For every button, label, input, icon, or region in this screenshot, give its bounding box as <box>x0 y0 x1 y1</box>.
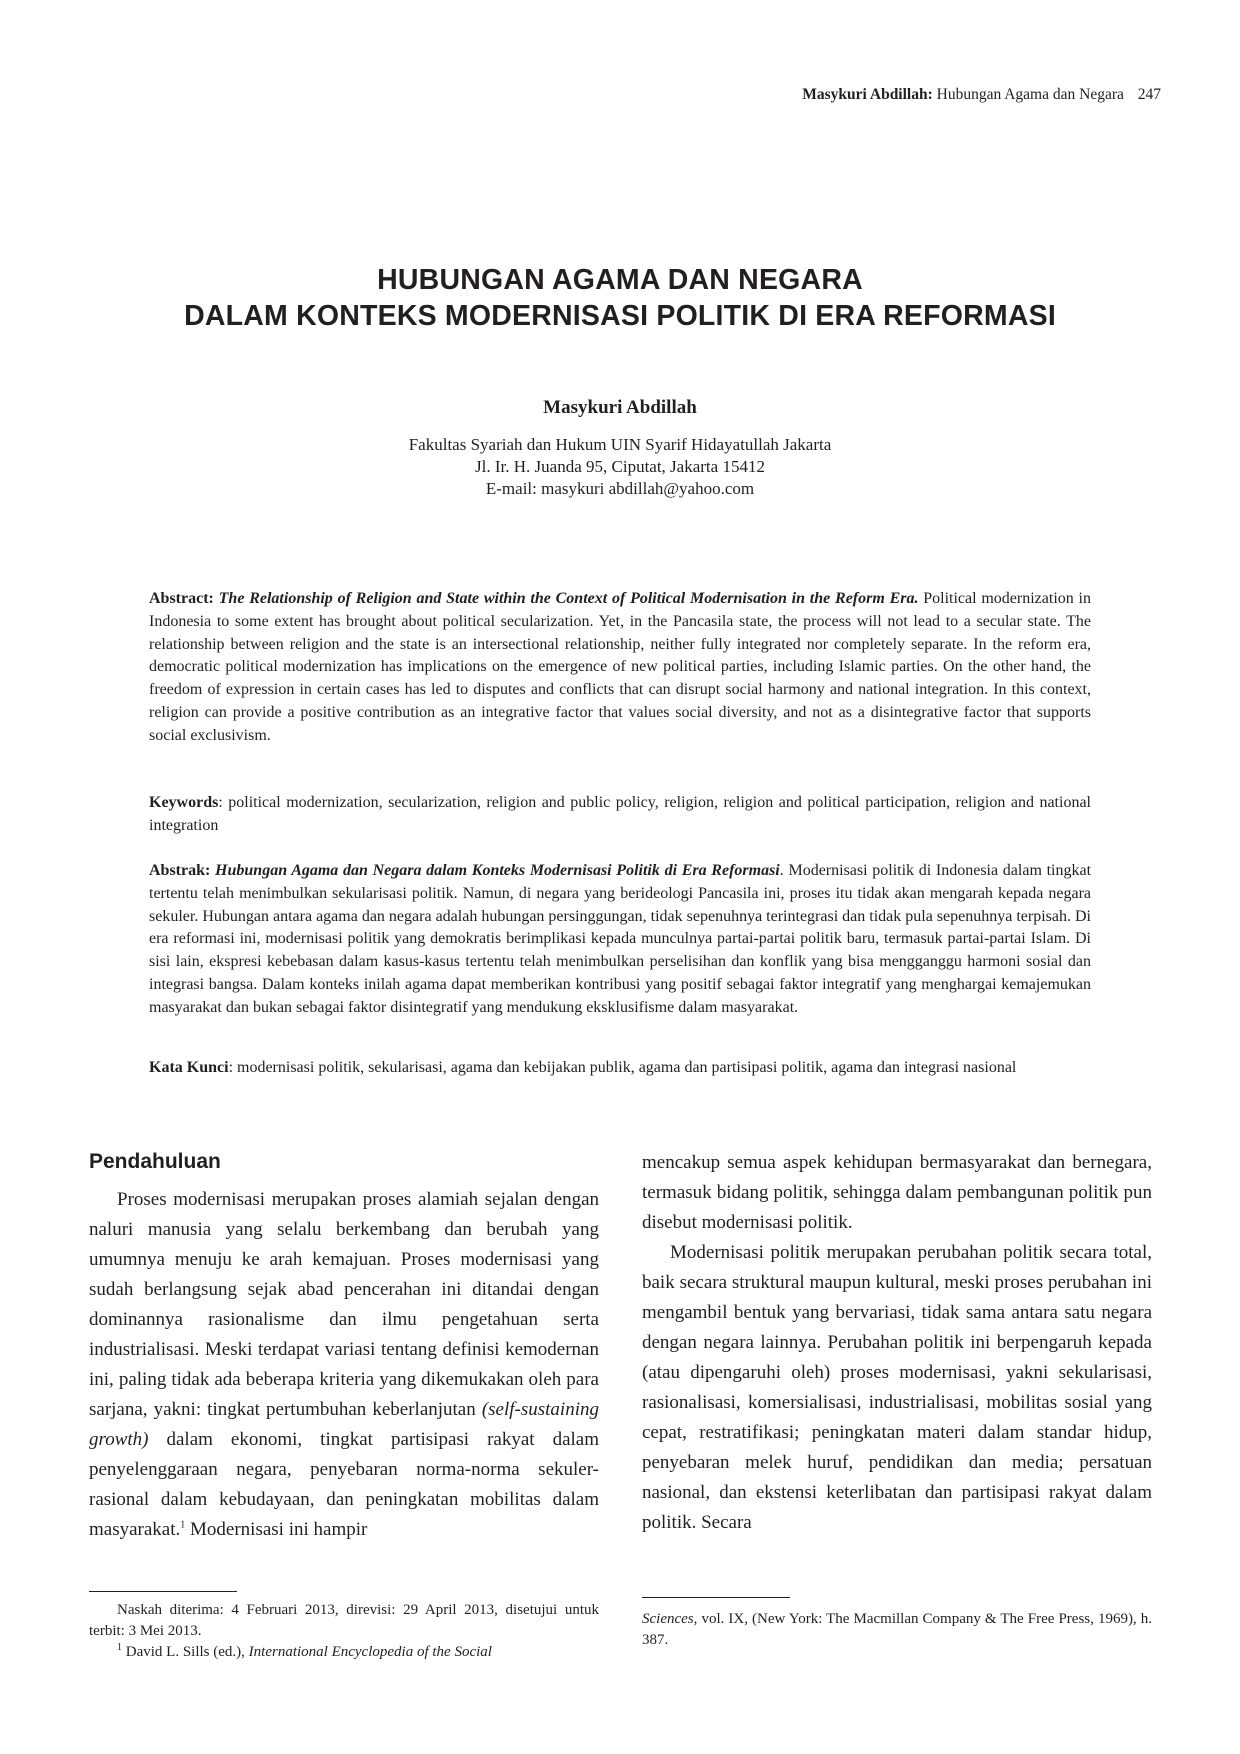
abstract-title: The Relationship of Religion and State within the Context of Political Modernisation in the Reform Era. <box>218 590 919 607</box>
footnote-text: David L. Sills (ed.), <box>122 1644 249 1660</box>
keywords-indonesian <box>149 1057 1091 1080</box>
keywords-text: : political modernization, secularization, religion and public policy, religion, religion and political participation, religion and national integration <box>149 794 1091 834</box>
running-head <box>802 86 1161 104</box>
running-head-author: Masykuri Abdillah: <box>802 86 933 103</box>
page-number: 247 <box>1137 86 1161 103</box>
abstrak-label: Abstrak: <box>149 862 211 879</box>
address: Jl. Ir. H. Juanda 95, Ciputat, Jakarta 15412 <box>475 457 765 476</box>
running-head-title: Hubungan Agama dan Negara <box>936 86 1124 103</box>
footnotes-right <box>642 1609 1152 1651</box>
title-line-1: HUBUNGAN AGAMA DAN NEGARA <box>377 264 863 296</box>
footnote-rule <box>642 1597 790 1598</box>
author-affiliation-block <box>0 434 1240 500</box>
keywords-label: Keywords <box>149 794 219 811</box>
affiliation: Fakultas Syariah dan Hukum UIN Syarif Hidayatullah Jakarta <box>408 435 832 454</box>
keywords-english <box>149 792 1091 838</box>
body-column-left <box>89 1185 599 1545</box>
author-name: Masykuri Abdillah <box>543 397 697 418</box>
abstract-label: Abstract: <box>149 590 214 607</box>
footnotes-left <box>89 1600 599 1663</box>
paragraph-text: Modernisasi ini hampir <box>185 1519 368 1540</box>
abstract-english <box>149 588 1091 748</box>
section-heading: Pendahuluan <box>89 1150 221 1173</box>
title-line-2: DALAM KONTEKS MODERNISASI POLITIK DI ERA REFORMASI <box>184 300 1056 332</box>
footnote-number: 1 <box>117 1642 122 1653</box>
abstrak-text: . Modernisasi politik di Indonesia dalam tingkat tertentu telah menimbulkan sekularisasi politik. Namun, di negara yang berideologi Pancasila ini, proses itu tidak akan mengarah kepada negara sekuler. Hubungan antara agama dan negara adalah hubungan persinggungan, tidak sepenuhnya terintegrasi dan tidak pula sepenuhnya terpisah. Di era reformasi ini, modernisasi politik yang demokratis berimplikasi kepada munculnya partai-partai politik baru, termasuk partai-partai Islam. Di sisi lain, ekspresi kebebasan dalam kasus-kasus tertentu telah menimbulkan perselisihan dan konflik yang bisa mengganggu harmoni sosial dan integrasi bangsa. Dalam konteks inilah agama dapat memberikan kontribusi yang positif sebagai faktor integratif yang menghargai kemajemukan masyarakat dan bukan sebagai faktor disintegratif yang mendukung eksklusifisme dalam masyarakat. <box>149 862 1092 1016</box>
paragraph-text: Proses modernisasi merupakan proses alamiah sejalan dengan naluri manusia yang selalu berkembang dan berubah yang umumnya menuju ke arah kemajuan. Proses modernisasi yang sudah berlangsung sejak abad pencerahan ini ditandai dengan dominannya rasionalisme dan ilmu pengetahuan serta industrialisasi. Meski terdapat variasi tentang definisi kemodernan ini, paling tidak ada beberapa kriteria yang dikemukakan oleh para sarjana, yakni: tingkat pertumbuhan keberlanjutan <box>89 1189 599 1420</box>
abstract-indonesian <box>149 860 1091 1020</box>
footnote-1-continued <box>642 1609 1152 1651</box>
paragraph-italic: (self-sustaining growth) <box>89 1399 599 1450</box>
footnote-ref: 1 <box>180 1519 186 1531</box>
footnote-italic: International Encyclopedia of the Social <box>248 1644 492 1660</box>
article-title <box>0 262 1240 334</box>
paragraph-text: dalam ekonomi, tingkat partisipasi rakyat dalam penyelenggaraan negara, penyebaran norma-norma sekuler-rasional dalam kebudayaan, dan peningkatan mobilitas dalam masyarakat. <box>89 1429 599 1540</box>
abstract-text: Political modernization in Indonesia to some extent has brought about political secularization. Yet, in the Pancasila state, the process will not lead to a secular state. The relationship between religion and the state is an intersectional relationship, neither fully integrated nor completely separate. In the reform era, democratic political modernization has implications on the emergence of new political parties, including Islamic parties. On the other hand, the freedom of expression in certain cases has led to disputes and conflicts that can disrupt social harmony and national integration. In this context, religion can provide a positive contribution as an integrative factor that values social diversity, and not as a disintegrative factor that supports social exclusivism. <box>149 590 1091 744</box>
body-column-right <box>642 1148 1152 1538</box>
email: E-mail: masykuri abdillah@yahoo.com <box>485 479 755 498</box>
abstrak-title: Hubungan Agama dan Negara dalam Konteks Modernisasi Politik di Era Reformasi <box>215 862 780 879</box>
footnote-text: , vol. IX, (New York: The Macmillan Company & The Free Press, 1969), h. 387. <box>642 1611 1152 1648</box>
footnote-1 <box>89 1642 599 1663</box>
received-note: Naskah diterima: 4 Februari 2013, direvisi: 29 April 2013, disetujui untuk terbit: 3 Mei 2013. <box>89 1602 599 1639</box>
kata-kunci-label: Kata Kunci <box>149 1059 229 1076</box>
kata-kunci-text: : modernisasi politik, sekularisasi, agama dan kebijakan publik, agama dan partisipasi politik, agama dan integrasi nasional <box>228 1059 1017 1076</box>
paragraph: mencakup semua aspek kehidupan bermasyarakat dan bernegara, termasuk bidang politik, sehingga dalam pembangunan politik pun disebut modernisasi politik. <box>642 1152 1152 1233</box>
footnote-rule <box>89 1591 237 1592</box>
paragraph <box>89 1185 599 1545</box>
paragraph: Modernisasi politik merupakan perubahan politik secara total, baik secara struktural maupun kultural, meski proses perubahan ini mengambil bentuk yang bervariasi, tidak sama antara satu negara dengan negara lainnya. Perubahan politik ini berpengaruh kepada (atau dipengaruhi oleh) proses modernisasi, yakni sekularisasi, rasionalisasi, komersialisasi, industrialisasi, mobilitas sosial yang cepat, restratifikasi; peningkatan materi dalam standar hidup, penyebaran melek huruf, pendidikan dan media; persatuan nasional, dan ekstensi keterlibatan dan partisipasi rakyat dalam politik. Secara <box>642 1242 1152 1533</box>
footnote-italic: Sciences <box>642 1611 694 1627</box>
